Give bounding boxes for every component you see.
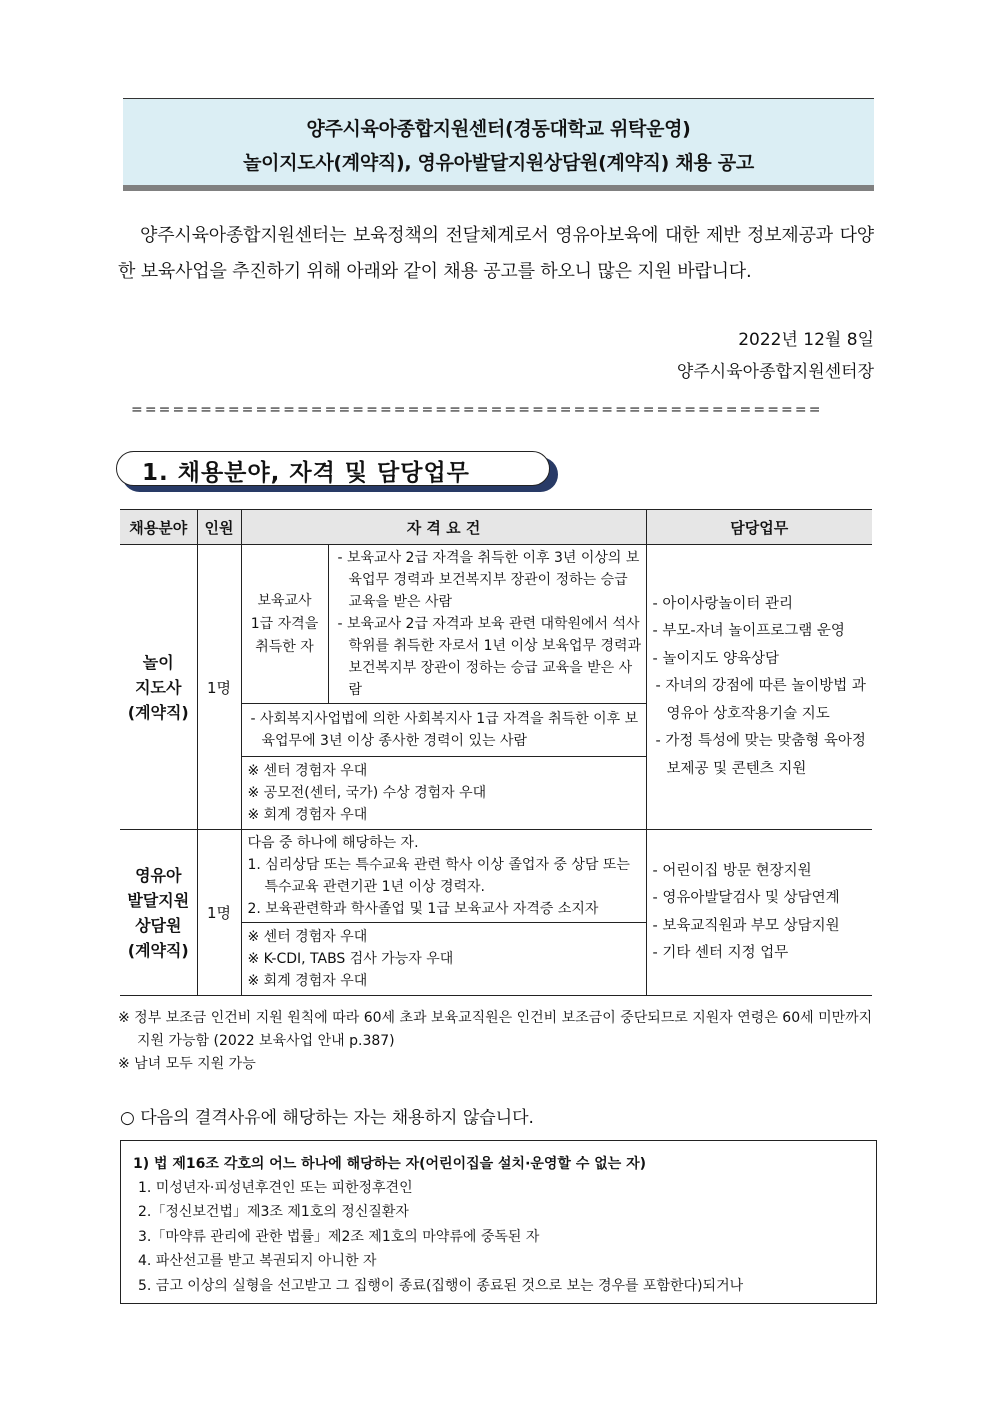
field-text: 놀이 [142, 652, 174, 672]
title-line-1: 양주시육아종합지원센터(경동대학교 위탁운영) [306, 118, 691, 140]
note-item: ※ 정부 보조금 인건비 지원 원칙에 따라 60세 초과 보육교직원은 인건비 보조금이 중단되므로 지원자 연령은 60세 미만까지 지원 가능함 (2022 보육사업 안내 p.387) [118, 1010, 873, 1049]
note-item: ※ 남녀 모두 지원 가능 [118, 1056, 256, 1072]
field-text: 지도사 [135, 677, 182, 697]
qual-detail-a [328, 545, 646, 704]
section-1-heading [116, 451, 558, 492]
field-development-counselor [120, 830, 197, 996]
list-item: 4. 파산선고를 받고 복권되지 아니한 자 [138, 1253, 377, 1270]
list-item: 2.「정신보건법」제3조 제1호의 정신질환자 [138, 1204, 409, 1221]
headcount: 1명 [197, 830, 241, 996]
duties-play-instructor [646, 545, 872, 830]
sub-label-text: 보육교사 [257, 592, 312, 609]
qual-item: 2. 보육관련학과 학사졸업 및 1급 보육교사 자격증 소지자 [247, 901, 599, 917]
qual-detail-counselor [241, 830, 646, 923]
duty-item: - 영유아발달검사 및 상담연계 [652, 890, 840, 906]
duties-development-counselor [646, 830, 872, 996]
qual-sub-label [241, 545, 328, 704]
table-row [120, 545, 872, 704]
intro-paragraph: 양주시육아종합지원센터는 보육정책의 전달체계로서 영유아보육에 대한 제반 정보제공과 다양한 보육사업을 추진하기 위해 아래와 같이 채용 공고를 하오니 많은 지원 바랍니다. [118, 225, 874, 282]
disqualification-intro: ○ 다음의 결격사유에 해당하는 자는 채용하지 않습니다. [120, 1108, 534, 1128]
sub-label-text: 1급 자격을 [250, 615, 319, 632]
issuer-name: 양주시육아종합지원센터장 [676, 362, 874, 382]
qual-item: - 보육교사 2급 자격을 취득한 이후 3년 이상의 보육업무 경력과 보건복지부 장관이 정하는 승급 교육을 받은 사람 [337, 550, 640, 610]
title-banner [123, 98, 874, 191]
header-requirements: 자 격 요 건 [241, 510, 646, 545]
header-count: 인원 [197, 510, 241, 545]
preference-item: ※ K-CDI, TABS 검사 가능자 우대 [247, 951, 454, 967]
duty-item: - 부모-자녀 놀이프로그램 운영 [652, 623, 845, 640]
field-text: 발달지원 [127, 890, 190, 910]
preference-item: ※ 회계 경험자 우대 [247, 973, 368, 989]
table-header-row [120, 510, 872, 545]
announcement-date: 2022년 12월 8일 [738, 330, 874, 350]
duty-item: - 놀이지도 양육상담 [652, 650, 780, 667]
duty-item: - 가정 특성에 맞는 맞춤형 육아정보제공 및 콘텐츠 지원 [655, 733, 866, 777]
qual-detail-b [241, 704, 646, 757]
section-1-title: 1. 채용분야, 자격 및 담당업무 [142, 460, 470, 486]
disqualification-list [138, 1176, 743, 1298]
preference-item: ※ 센터 경험자 우대 [247, 763, 368, 779]
field-play-instructor [120, 545, 197, 830]
duty-item: - 보육교직원과 부모 상담지원 [652, 917, 840, 934]
recruitment-table [120, 509, 872, 996]
title-line-2: 놀이지도사(계약직), 영유아발달지원상담원(계약직) 채용 공고 [243, 152, 754, 174]
notes-block [118, 1007, 874, 1076]
duty-item: - 어린이집 방문 현장지원 [652, 862, 812, 879]
headcount: 1명 [197, 545, 241, 830]
field-text: (계약직) [127, 940, 189, 960]
header-duties: 담당업무 [646, 510, 872, 545]
preferences-play-instructor [241, 757, 646, 830]
qual-item: - 사회복지사업법에 의한 사회복지사 1급 자격을 취득한 이후 보육업무에 3년 이상 종사한 경력이 있는 사람 [250, 711, 639, 749]
preference-item: ※ 공모전(센터, 국가) 수상 경험자 우대 [247, 785, 487, 801]
disqualification-box [120, 1140, 877, 1304]
table-row [120, 830, 872, 923]
duty-item: - 자녀의 강점에 따른 놀이방법 과 영유아 상호작용기술 지도 [655, 678, 866, 722]
header-field: 채용분야 [120, 510, 197, 545]
qual-item: 1. 심리상담 또는 특수교육 관련 학사 이상 졸업자 중 상담 또는 특수교육 관련기관 1년 이상 경력자. [247, 857, 630, 895]
list-item: 3.「마약류 관리에 관한 법률」제2조 제1호의 마약류에 중독된 자 [138, 1228, 540, 1245]
qual-item: - 보육교사 2급 자격과 보육 관련 대학원에서 석사학위를 취득한 자로서 1년 이상 보육업무 경력과 보건복지부 장관이 정하는 승급 교육을 받은 사람 [337, 616, 642, 698]
duty-item: - 아이사랑놀이터 관리 [652, 595, 794, 612]
preference-item: ※ 센터 경험자 우대 [247, 929, 368, 945]
list-item: 1. 미성년자·피성년후견인 또는 피한정후견인 [138, 1180, 413, 1196]
field-text: 영유아 [135, 865, 182, 885]
divider-line: ================================================== [131, 402, 823, 418]
field-text: 상담원 [135, 915, 182, 935]
list-item: 5. 금고 이상의 실형을 선고받고 그 집행이 종료(집행이 종료된 것으로 보는 경우를 포함한다)되거나 [138, 1277, 744, 1294]
duty-item: - 기타 센터 지정 업무 [652, 945, 789, 961]
preference-item: ※ 회계 경험자 우대 [247, 807, 368, 823]
field-text: (계약직) [127, 702, 189, 722]
qual-intro: 다음 중 하나에 해당하는 자. [247, 835, 419, 851]
disqualification-heading: 1) 법 제16조 각호의 어느 하나에 해당하는 자(어린이집을 설치·운영할 수 없는 자) [133, 1156, 647, 1172]
sub-label-text: 취득한 자 [255, 638, 314, 655]
preferences-development-counselor [241, 923, 646, 996]
